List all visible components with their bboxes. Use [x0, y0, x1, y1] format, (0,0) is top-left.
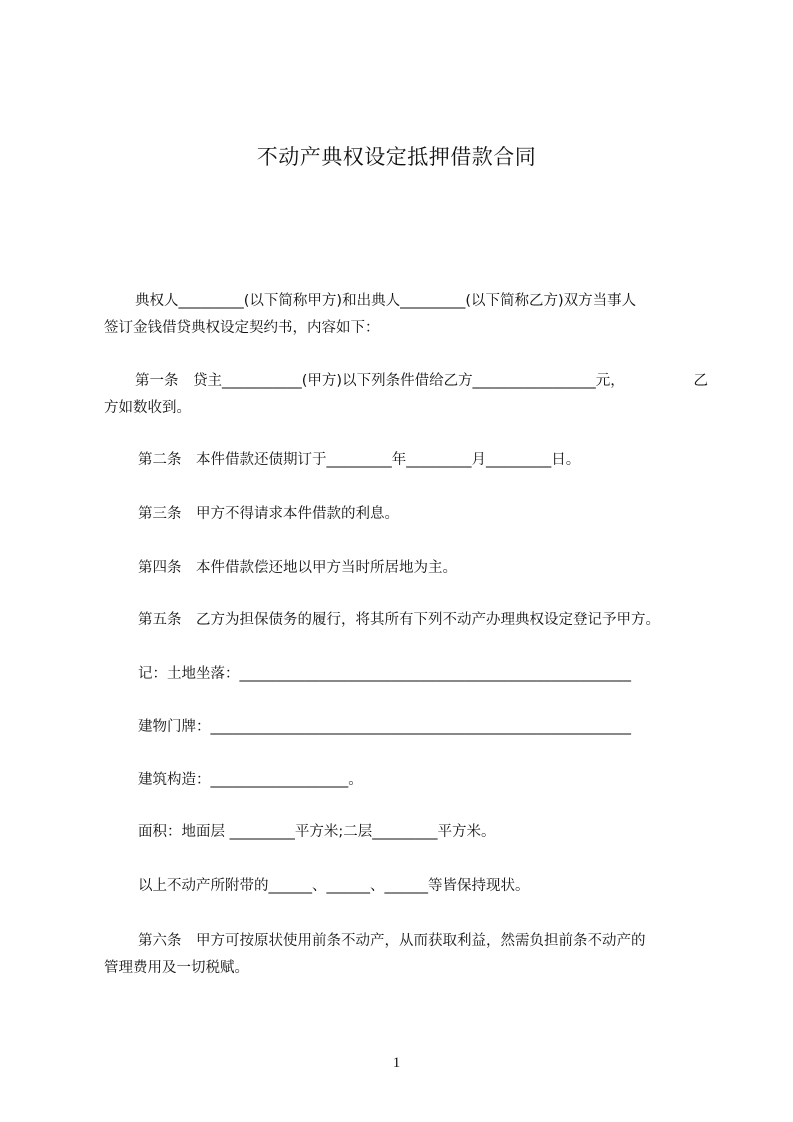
attachments-line: 以上不动产所附带的______、______、______等皆保持现状。 — [138, 878, 530, 894]
article-1-line-2: 方如数收到。 — [104, 400, 191, 416]
article-1-line-1-end: 乙 — [693, 373, 708, 389]
article-6-line-1: 第六条 甲方可按原状使用前条不动产，从而获取利益，然需负担前条不动产的 — [138, 933, 646, 949]
article-1-line-1-main: 第一条 贷主___________(甲方)以下列条件借给乙方_________________元， — [135, 373, 625, 389]
article-1-line-1 — [104, 368, 708, 395]
article-3-paragraph: 第三条 甲方不得请求本件借款的利息。 — [138, 506, 399, 522]
document-title: 不动产典权设定抵押借款合同 — [256, 145, 537, 169]
preamble-line-2: 签订金钱借贷典权设定契约书，内容如下： — [104, 320, 380, 336]
land-location-line: 记：土地坐落：______________________________________________________ — [138, 666, 631, 682]
preamble-line-1: 典权人_________(以下简称甲方)和出典人_________(以下简称乙方)双方当事人 — [135, 293, 637, 309]
article-4-paragraph: 第四条 本件借款偿还地以甲方当时所居地为主。 — [138, 560, 457, 576]
building-number-line: 建物门牌：__________________________________________________________ — [138, 719, 631, 735]
preamble-paragraph — [104, 288, 708, 342]
article-1-paragraph — [104, 368, 708, 422]
article-6-line-2: 管理费用及一切税赋。 — [104, 960, 249, 976]
article-2-paragraph: 第二条 本件借款还债期订于_________年_________月_________日。 — [138, 452, 581, 468]
construction-line: 建筑构造：___________________。 — [138, 772, 363, 788]
article-5-paragraph: 第五条 乙方为担保债务的履行，将其所有下列不动产办理典权设定登记予甲方。 — [138, 612, 660, 628]
page-number: 1 — [392, 1055, 401, 1071]
article-6-paragraph — [104, 928, 708, 982]
area-line: 面积：地面层 _________平方米;二层_________平方米。 — [138, 824, 496, 840]
